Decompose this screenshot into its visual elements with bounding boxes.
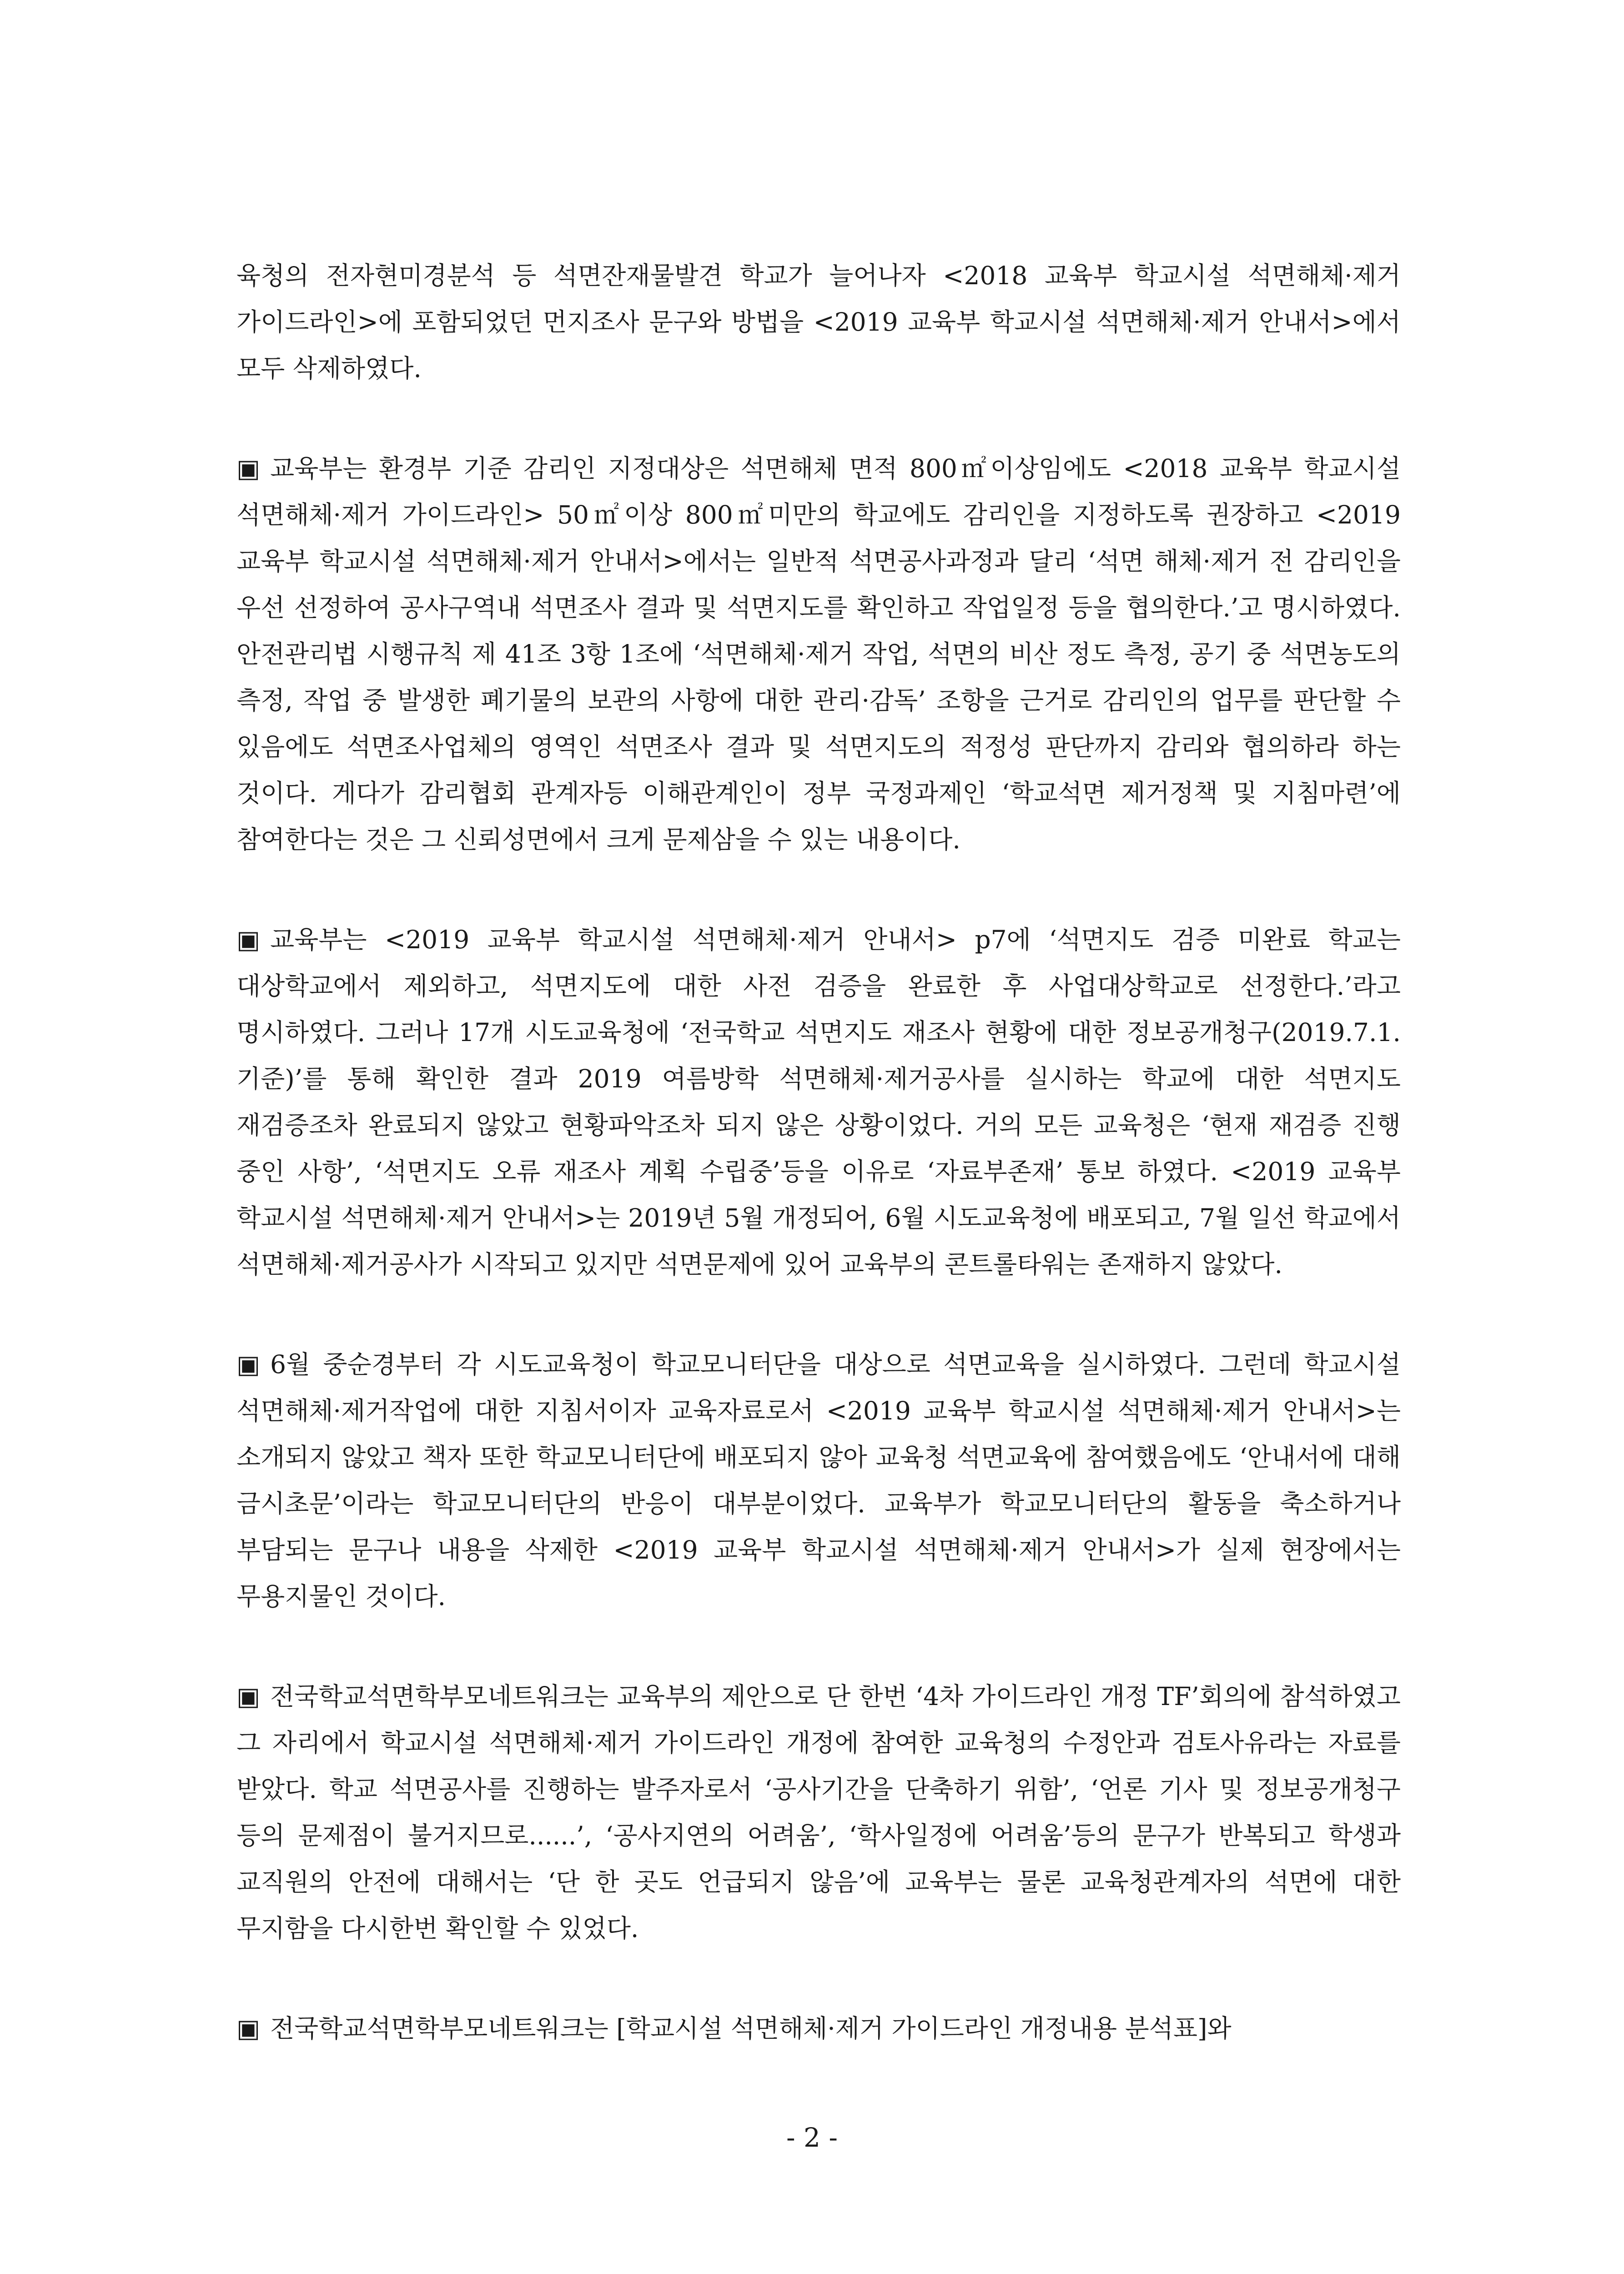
bullet-square-icon: ▣ <box>236 454 260 483</box>
paragraph-text: 6월 중순경부터 각 시도교육청이 학교모니터단을 대상으로 석면교육을 실시하였다. 그런데 학교시설 석면해체·제거작업에 대한 지침서이자 교육자료로서 <2019 교육부 학교시설 석면해체·제거 안내서>는 소개되지 않았고 책자 또한 학교모니터단에 배포되지 않아 교육청 석면교육에 참여했음에도 ‘안내서에 대해 금시초문’이라는 학교모니터단의 반응이 대부분이었다. 교육부가 학교모니터단의 활동을 축소하거나 부담되는 문구나 내용을 삭제한 <2019 교육부 학교시설 석면해체·제거 안내서>가 실제 현장에서는 무용지물인 것이다. <box>236 1350 1401 1611</box>
paragraph-supervisor-designation <box>236 445 1401 863</box>
bullet-square-icon: ▣ <box>236 2014 260 2043</box>
paragraph-asbestos-map-verification <box>236 916 1401 1288</box>
paragraph-text: 교육부는 <2019 교육부 학교시설 석면해체·제거 안내서> p7에 ‘석면지도 검증 미완료 학교는 대상학교에서 제외하고, 석면지도에 대한 사전 검증을 완료한 후 사업대상학교로 선정한다.’라고 명시하였다. 그러나 17개 시도교육청에 ‘전국학교 석면지도 재조사 현황에 대한 정보공개청구(2019.7.1.기준)’를 통해 확인한 결과 2019 여름방학 석면해체·제거공사를 실시하는 학교에 대한 석면지도 재검증조차 완료되지 않았고 현황파악조차 되지 않은 상황이었다. 거의 모든 교육청은 ‘현재 재검증 진행 중인 사항’, ‘석면지도 오류 재조사 계획 수립중’등을 이유로 ‘자료부존재’ 통보 하였다. <2019 교육부 학교시설 석면해체·제거 안내서>는 2019년 5월 개정되어, 6월 시도교육청에 배포되고, 7월 일선 학교에서 석면해체·제거공사가 시작되고 있지만 석면문제에 있어 교육부의 콘트롤타워는 존재하지 않았다. <box>236 925 1401 1279</box>
page-number: - 2 - <box>786 2122 838 2153</box>
paragraph-continuation <box>236 252 1401 392</box>
paragraph-text: 전국학교석면학부모네트워크는 [학교시설 석면해체·제거 가이드라인 개정내용 분석표]와 <box>270 2014 1232 2043</box>
paragraph-text: 전국학교석면학부모네트워크는 교육부의 제안으로 단 한번 ‘4차 가이드라인 개정 TF’회의에 참석하였고 그 자리에서 학교시설 석면해체·제거 가이드라인 개정에 참여한 교육청의 수정안과 검토사유라는 자료를 받았다. 학교 석면공사를 진행하는 발주자로서 ‘공사기간을 단축하기 위함’, ‘언론 기사 및 정보공개청구 등의 문제점이 불거지므로......’, ‘공사지연의 어려움’, ‘학사일정에 어려움’등의 문구가 반복되고 학생과 교직원의 안전에 대해서는 ‘단 한 곳도 언급되지 않음’에 교육부는 물론 교육청관계자의 석면에 대한 무지함을 다시한번 확인할 수 있었다. <box>236 1682 1401 1943</box>
bullet-square-icon: ▣ <box>236 1682 260 1711</box>
document-body <box>236 252 1401 2105</box>
paragraph-monitor-education <box>236 1341 1401 1620</box>
paragraph-text: 육청의 전자현미경분석 등 석면잔재물발견 학교가 늘어나자 <2018 교육부 학교시설 석면해체·제거 가이드라인>에 포함되었던 먼지조사 문구와 방법을 <2019 교육부 학교시설 석면해체·제거 안내서>에서 모두 삭제하였다. <box>236 261 1401 383</box>
paragraph-text: 교육부는 환경부 기준 감리인 지정대상은 석면해체 면적 800㎡이상임에도 <2018 교육부 학교시설 석면해체·제거 가이드라인> 50㎡이상 800㎡미만의 학교에도 감리인을 지정하도록 권장하고 <2019 교육부 학교시설 석면해체·제거 안내서>에서는 일반적 석면공사과정과 달리 ‘석면 해체·제거 전 감리인을 우선 선정하여 공사구역내 석면조사 결과 및 석면지도를 확인하고 작업일정 등을 협의한다.’고 명시하였다. 안전관리법 시행규칙 제 41조 3항 1조에 ‘석면해체·제거 작업, 석면의 비산 정도 측정, 공기 중 석면농도의 측정, 작업 중 발생한 폐기물의 보관의 사항에 대한 관리·감독’ 조항을 근거로 감리인의 업무를 판단할 수 있음에도 석면조사업체의 영역인 석면조사 결과 및 석면지도의 적정성 판단까지 감리와 협의하라 하는 것이다. 게다가 감리협회 관계자등 이해관계인이 정부 국정과제인 ‘학교석면 제거정책 및 지침마련’에 참여한다는 것은 그 신뢰성면에서 크게 문제삼을 수 있는 내용이다. <box>236 454 1401 854</box>
paragraph-analysis-table <box>236 2005 1401 2052</box>
paragraph-tf-meeting <box>236 1673 1401 1952</box>
bullet-square-icon: ▣ <box>236 1350 260 1379</box>
bullet-square-icon: ▣ <box>236 925 260 954</box>
